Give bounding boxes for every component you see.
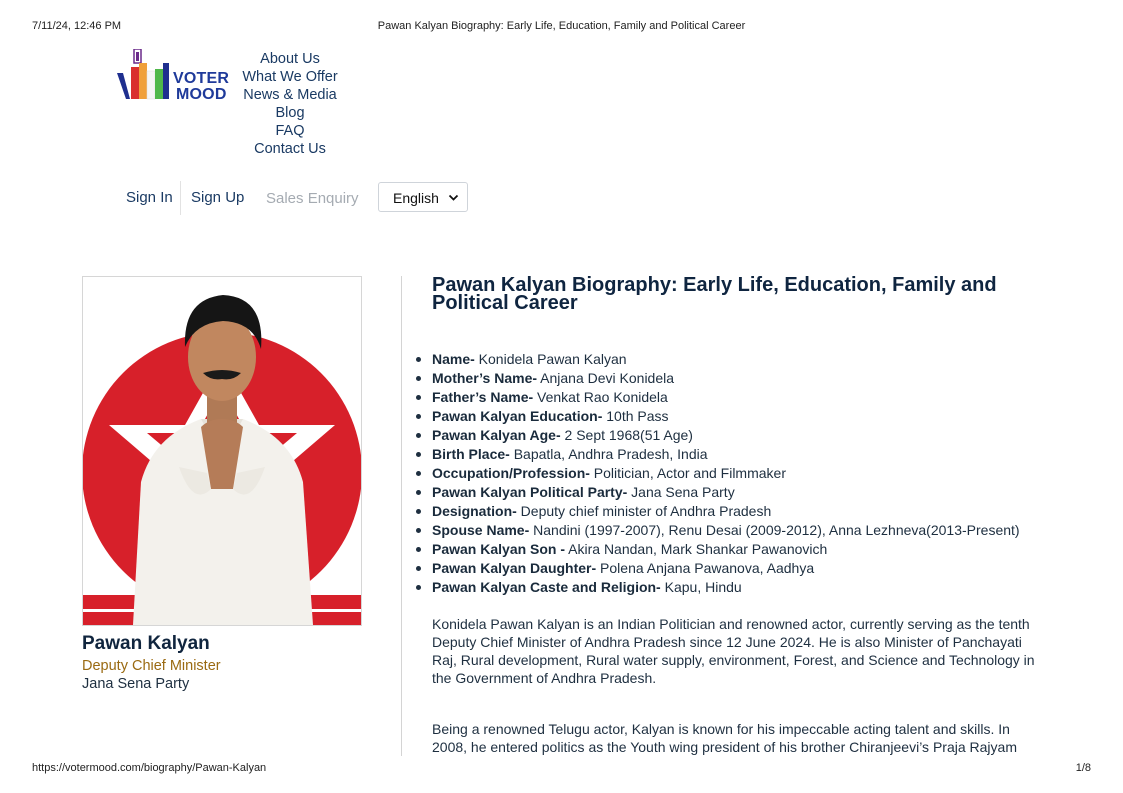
fact-label: Pawan Kalyan Age- xyxy=(432,427,561,443)
fact-item xyxy=(432,464,1020,483)
sign-in-link[interactable]: Sign In xyxy=(126,189,173,206)
fact-label: Occupation/Profession- xyxy=(432,465,590,481)
language-select-value: English xyxy=(393,190,439,206)
sales-enquiry-link[interactable]: Sales Enquiry xyxy=(266,190,359,207)
fact-value: 2 Sept 1968(51 Age) xyxy=(560,427,693,443)
print-url: https://votermood.com/biography/Pawan-Kalyan xyxy=(32,762,267,774)
main-nav xyxy=(240,50,340,158)
profile-name: Pawan Kalyan xyxy=(82,633,210,654)
nav-faq[interactable]: FAQ xyxy=(275,123,305,139)
fact-label: Designation- xyxy=(432,503,517,519)
fact-label: Pawan Kalyan Political Party- xyxy=(432,484,628,500)
article-title: Pawan Kalyan Biography: Early Life, Education, Family and Political Career xyxy=(432,274,997,314)
fact-item xyxy=(432,521,1020,540)
fact-item xyxy=(432,445,1020,464)
profile-portrait-image xyxy=(83,277,361,625)
fact-label: Birth Place- xyxy=(432,446,510,462)
fact-value: Nandini (1997-2007), Renu Desai (2009-2012), Anna Lezhneva(2013-Present) xyxy=(529,522,1020,538)
fact-item xyxy=(432,407,1020,426)
fact-value: 10th Pass xyxy=(602,408,669,424)
logo-text-voter: VOTER xyxy=(173,70,230,87)
profile-party: Jana Sena Party xyxy=(82,676,190,692)
fact-item xyxy=(432,388,1020,407)
fact-label: Mother’s Name- xyxy=(432,370,538,386)
fact-label: Name- xyxy=(432,351,475,367)
voter-mood-logo-icon xyxy=(117,49,173,103)
fact-item xyxy=(432,559,1020,578)
fact-label: Pawan Kalyan Daughter- xyxy=(432,560,597,576)
column-divider xyxy=(401,276,402,756)
print-page-number: 1/8 xyxy=(1075,762,1091,774)
nav-about-us[interactable]: About Us xyxy=(260,51,320,67)
fact-value: Akira Nandan, Mark Shankar Pawanovich xyxy=(565,541,828,557)
fact-label: Father’s Name- xyxy=(432,389,534,405)
fact-value: Politician, Actor and Filmmaker xyxy=(589,465,786,481)
fact-item xyxy=(432,578,1020,597)
fact-item xyxy=(432,369,1020,388)
fact-value: Konidela Pawan Kalyan xyxy=(474,351,627,367)
print-doc-title: Pawan Kalyan Biography: Early Life, Education, Family and Political Career xyxy=(377,20,746,32)
chevron-down-icon xyxy=(448,192,459,203)
fact-label: Pawan Kalyan Son - xyxy=(432,541,566,557)
fact-item xyxy=(432,540,1020,559)
fact-item xyxy=(432,350,1020,369)
fact-value: Venkat Rao Konidela xyxy=(533,389,668,405)
fact-value: Kapu, Hindu xyxy=(660,579,742,595)
profile-role: Deputy Chief Minister xyxy=(82,658,221,674)
fact-value: Bapatla, Andhra Pradesh, India xyxy=(509,446,708,462)
bio-paragraph-1: Konidela Pawan Kalyan is an Indian Politician and renowned actor, currently serving as the tenth Deputy Chief Minister of Andhra Pradesh since 12 June 2024. He is also Minister of Panchayati Raj, Rural development, Rural water supply, environment, Forest, and Science and Technology in the Government of Andhra Pradesh. xyxy=(432,616,1035,686)
language-select[interactable] xyxy=(378,182,468,212)
fact-item xyxy=(432,502,1020,521)
fact-label: Spouse Name- xyxy=(432,522,530,538)
sign-up-link[interactable]: Sign Up xyxy=(191,189,245,206)
nav-what-we-offer[interactable]: What We Offer xyxy=(242,69,338,85)
bio-facts-list xyxy=(432,350,1020,597)
bio-paragraph-2: Being a renowned Telugu actor, Kalyan is known for his impeccable acting talent and skills. In 2008, he entered politics as the Youth wing president of his brother Chiranjeevi’s Praja Rajyam xyxy=(432,721,1017,755)
auth-divider xyxy=(180,181,181,215)
logo-text-mood: MOOD xyxy=(176,86,227,103)
fact-label: Pawan Kalyan Education- xyxy=(432,408,603,424)
fact-value: Jana Sena Party xyxy=(627,484,735,500)
fact-value: Polena Anjana Pawanova, Aadhya xyxy=(596,560,815,576)
fact-item xyxy=(432,426,1020,445)
fact-label: Pawan Kalyan Caste and Religion- xyxy=(432,579,661,595)
nav-news-media[interactable]: News & Media xyxy=(243,87,337,103)
fact-value: Anjana Devi Konidela xyxy=(537,370,675,386)
nav-blog[interactable]: Blog xyxy=(275,105,305,121)
nav-contact-us[interactable]: Contact Us xyxy=(254,141,326,157)
print-date: 7/11/24, 12:46 PM xyxy=(32,20,122,32)
profile-photo xyxy=(82,276,362,626)
fact-value: Deputy chief minister of Andhra Pradesh xyxy=(516,503,772,519)
site-logo[interactable] xyxy=(117,49,237,103)
fact-item xyxy=(432,483,1020,502)
